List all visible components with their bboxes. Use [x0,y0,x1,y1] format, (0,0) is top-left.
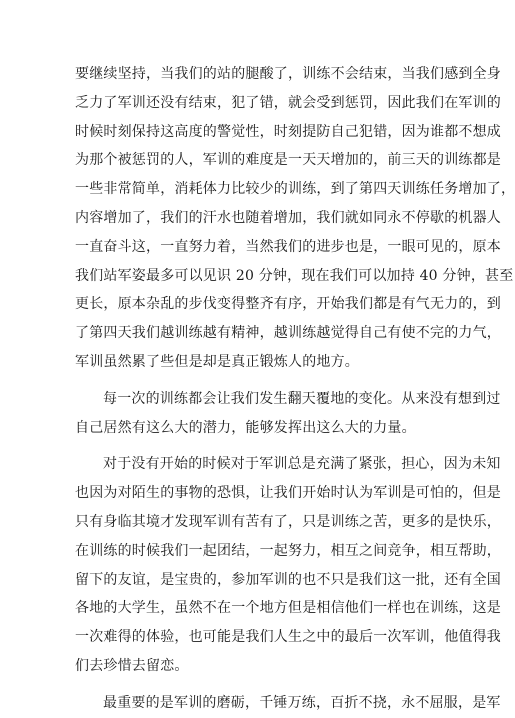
text-line: 军训虽然累了些但是却是真正锻炼人的地方。 [75,353,359,370]
text-line: 乏力了军训还没有结束，犯了错，就会受到惩罚，因此我们在军训的 [75,94,501,111]
text-line: 要继续坚持，当我们的站的腿酸了，训练不会结束，当我们感到全身 [75,66,501,82]
text-line: 留下的友谊，是宝贵的，参加军训的也不只是我们这一批，还有全国 [75,571,501,588]
paragraph-2 [75,385,501,443]
text-line: 内容增加了，我们的汗水也随着增加，我们就如同永不停歇的机器人 [75,209,501,226]
paragraph-3 [75,450,501,680]
text-line: 也因为对陌生的事物的恐惧，让我们开始时认为军训是可怕的，但是 [75,485,501,502]
text-line: 每一次的训练都会让我们发生翻天覆地的变化。从来没有想到过 [103,390,501,407]
text-line: 对于没有开始的时候对于军训总是充满了紧张，担心，因为未知 [103,456,501,473]
text-line: 各地的大学生，虽然不在一个地方但是相信他们一样也在训练，这是 [75,600,501,617]
paragraph-1 [75,60,515,377]
text-line: 一些非常简单，消耗体力比较少的训练，到了第四天训练任务增加了， [75,181,515,198]
text-line: 最重要的是军训的磨砺，千锤万练，百折不挠，永不屈服，是军 [103,694,501,711]
text-line: 更长，原本杂乱的步伐变得整齐有序，开始我们都是有气无力的，到 [75,296,501,313]
text-line: 了第四天我们越训练越有精神，越训练越觉得自己有使不完的力气， [75,325,501,342]
text-line: 一直奋斗这，一直努力着，当然我们的进步也是，一眼可见的，原本 [75,238,501,255]
paragraph-4 [75,689,501,718]
text-line: 我们站军姿最多可以见识 20 分钟，现在我们可以加持 40 分钟，甚至 [75,267,514,284]
text-line: 自己居然有这么大的潜力，能够发挥出这么大的力量。 [75,419,416,436]
text-line: 为那个被惩罚的人，军训的难度是一天天增加的，前三天的训练都是 [75,152,501,169]
text-line: 只有身临其境才发现军训有苦有了，只是训练之苦，更多的是快乐， [75,513,501,530]
text-line: 时候时刻保持这高度的警觉性，时刻提防自己犯错，因为谁都不想成 [75,123,501,140]
text-line: 在训练的时候我们一起团结，一起努力，相互之间竞争，相互帮助， [75,542,501,559]
text-line: 们去珍惜去留恋。 [75,657,189,674]
text-line: 一次难得的体验，也可能是我们人生之中的最后一次军训，他值得我 [75,629,501,646]
document-body [75,60,515,718]
